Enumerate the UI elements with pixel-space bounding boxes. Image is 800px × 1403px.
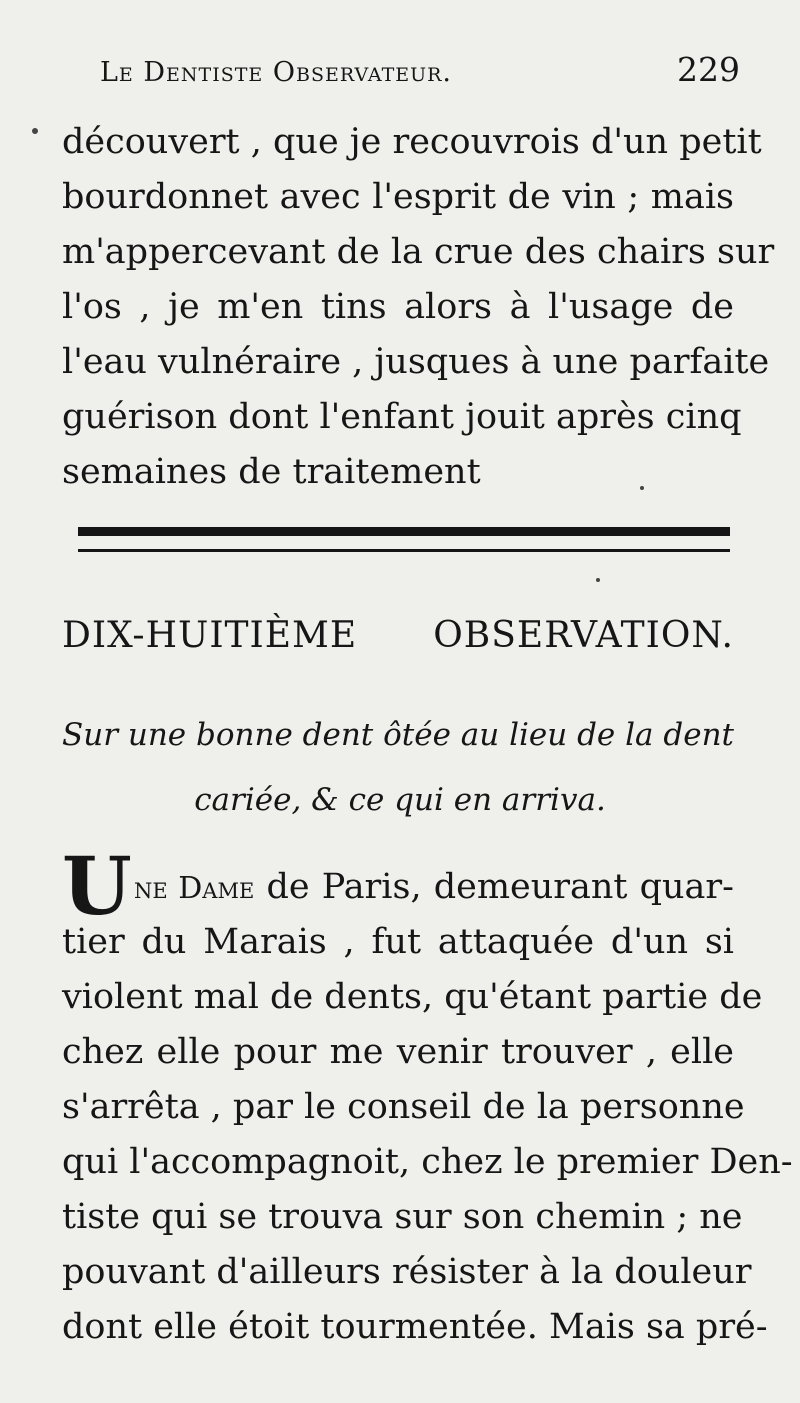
small-caps-opening: ne Dame xyxy=(134,871,255,906)
text-line: qui l'accompagnoit, chez le premier Den- xyxy=(62,1142,793,1182)
text-line: bourdonnet avec l'esprit de vin ; mais xyxy=(62,177,734,217)
section-heading: DIX-HUITIÈME OBSERVATION. xyxy=(62,615,734,656)
ink-speck xyxy=(640,486,644,490)
section-subheading-line1: Sur une bonne dent ôtée au lieu de la dent xyxy=(62,717,734,753)
text-line: découvert , que je recouvrois d'un petit xyxy=(62,122,762,162)
text-line: m'appercevant de la crue des chairs sur xyxy=(62,232,775,272)
text-line: tiste qui se trouva sur son chemin ; ne xyxy=(62,1197,743,1237)
text-line: l'eau vulnéraire , jusques à une parfaite xyxy=(62,342,770,382)
text-line: dont elle étoit tourmentée. Mais sa pré- xyxy=(62,1307,768,1347)
first-line-rest: de Paris, demeurant quar- xyxy=(254,867,734,907)
page-number: 229 xyxy=(677,50,740,89)
text-line: semaines de traitement xyxy=(62,452,481,492)
text-line: s'arrêta , par le conseil de la personne xyxy=(62,1087,745,1127)
first-body-line xyxy=(134,867,734,911)
section-subheading-line2: cariée, & ce qui en arriva. xyxy=(194,782,606,818)
drop-cap: U xyxy=(62,839,132,933)
section-rule-thick xyxy=(78,527,730,536)
text-line: pouvant d'ailleurs résister à la douleur xyxy=(62,1252,752,1292)
text-line: violent mal de dents, qu'étant partie de xyxy=(62,977,763,1017)
text-line: chez elle pour me venir trouver , elle xyxy=(62,1032,734,1072)
section-rule-thin xyxy=(78,549,730,552)
ink-speck xyxy=(32,128,38,134)
text-line: l'os , je m'en tins alors à l'usage de xyxy=(62,287,734,327)
text-line: tier du Marais , fut attaquée d'un si xyxy=(62,922,734,962)
running-head-title: Le Dentiste Observateur. xyxy=(100,57,453,88)
ink-speck xyxy=(596,578,600,582)
running-head xyxy=(100,50,740,100)
text-line: guérison dont l'enfant jouit après cinq xyxy=(62,397,742,437)
